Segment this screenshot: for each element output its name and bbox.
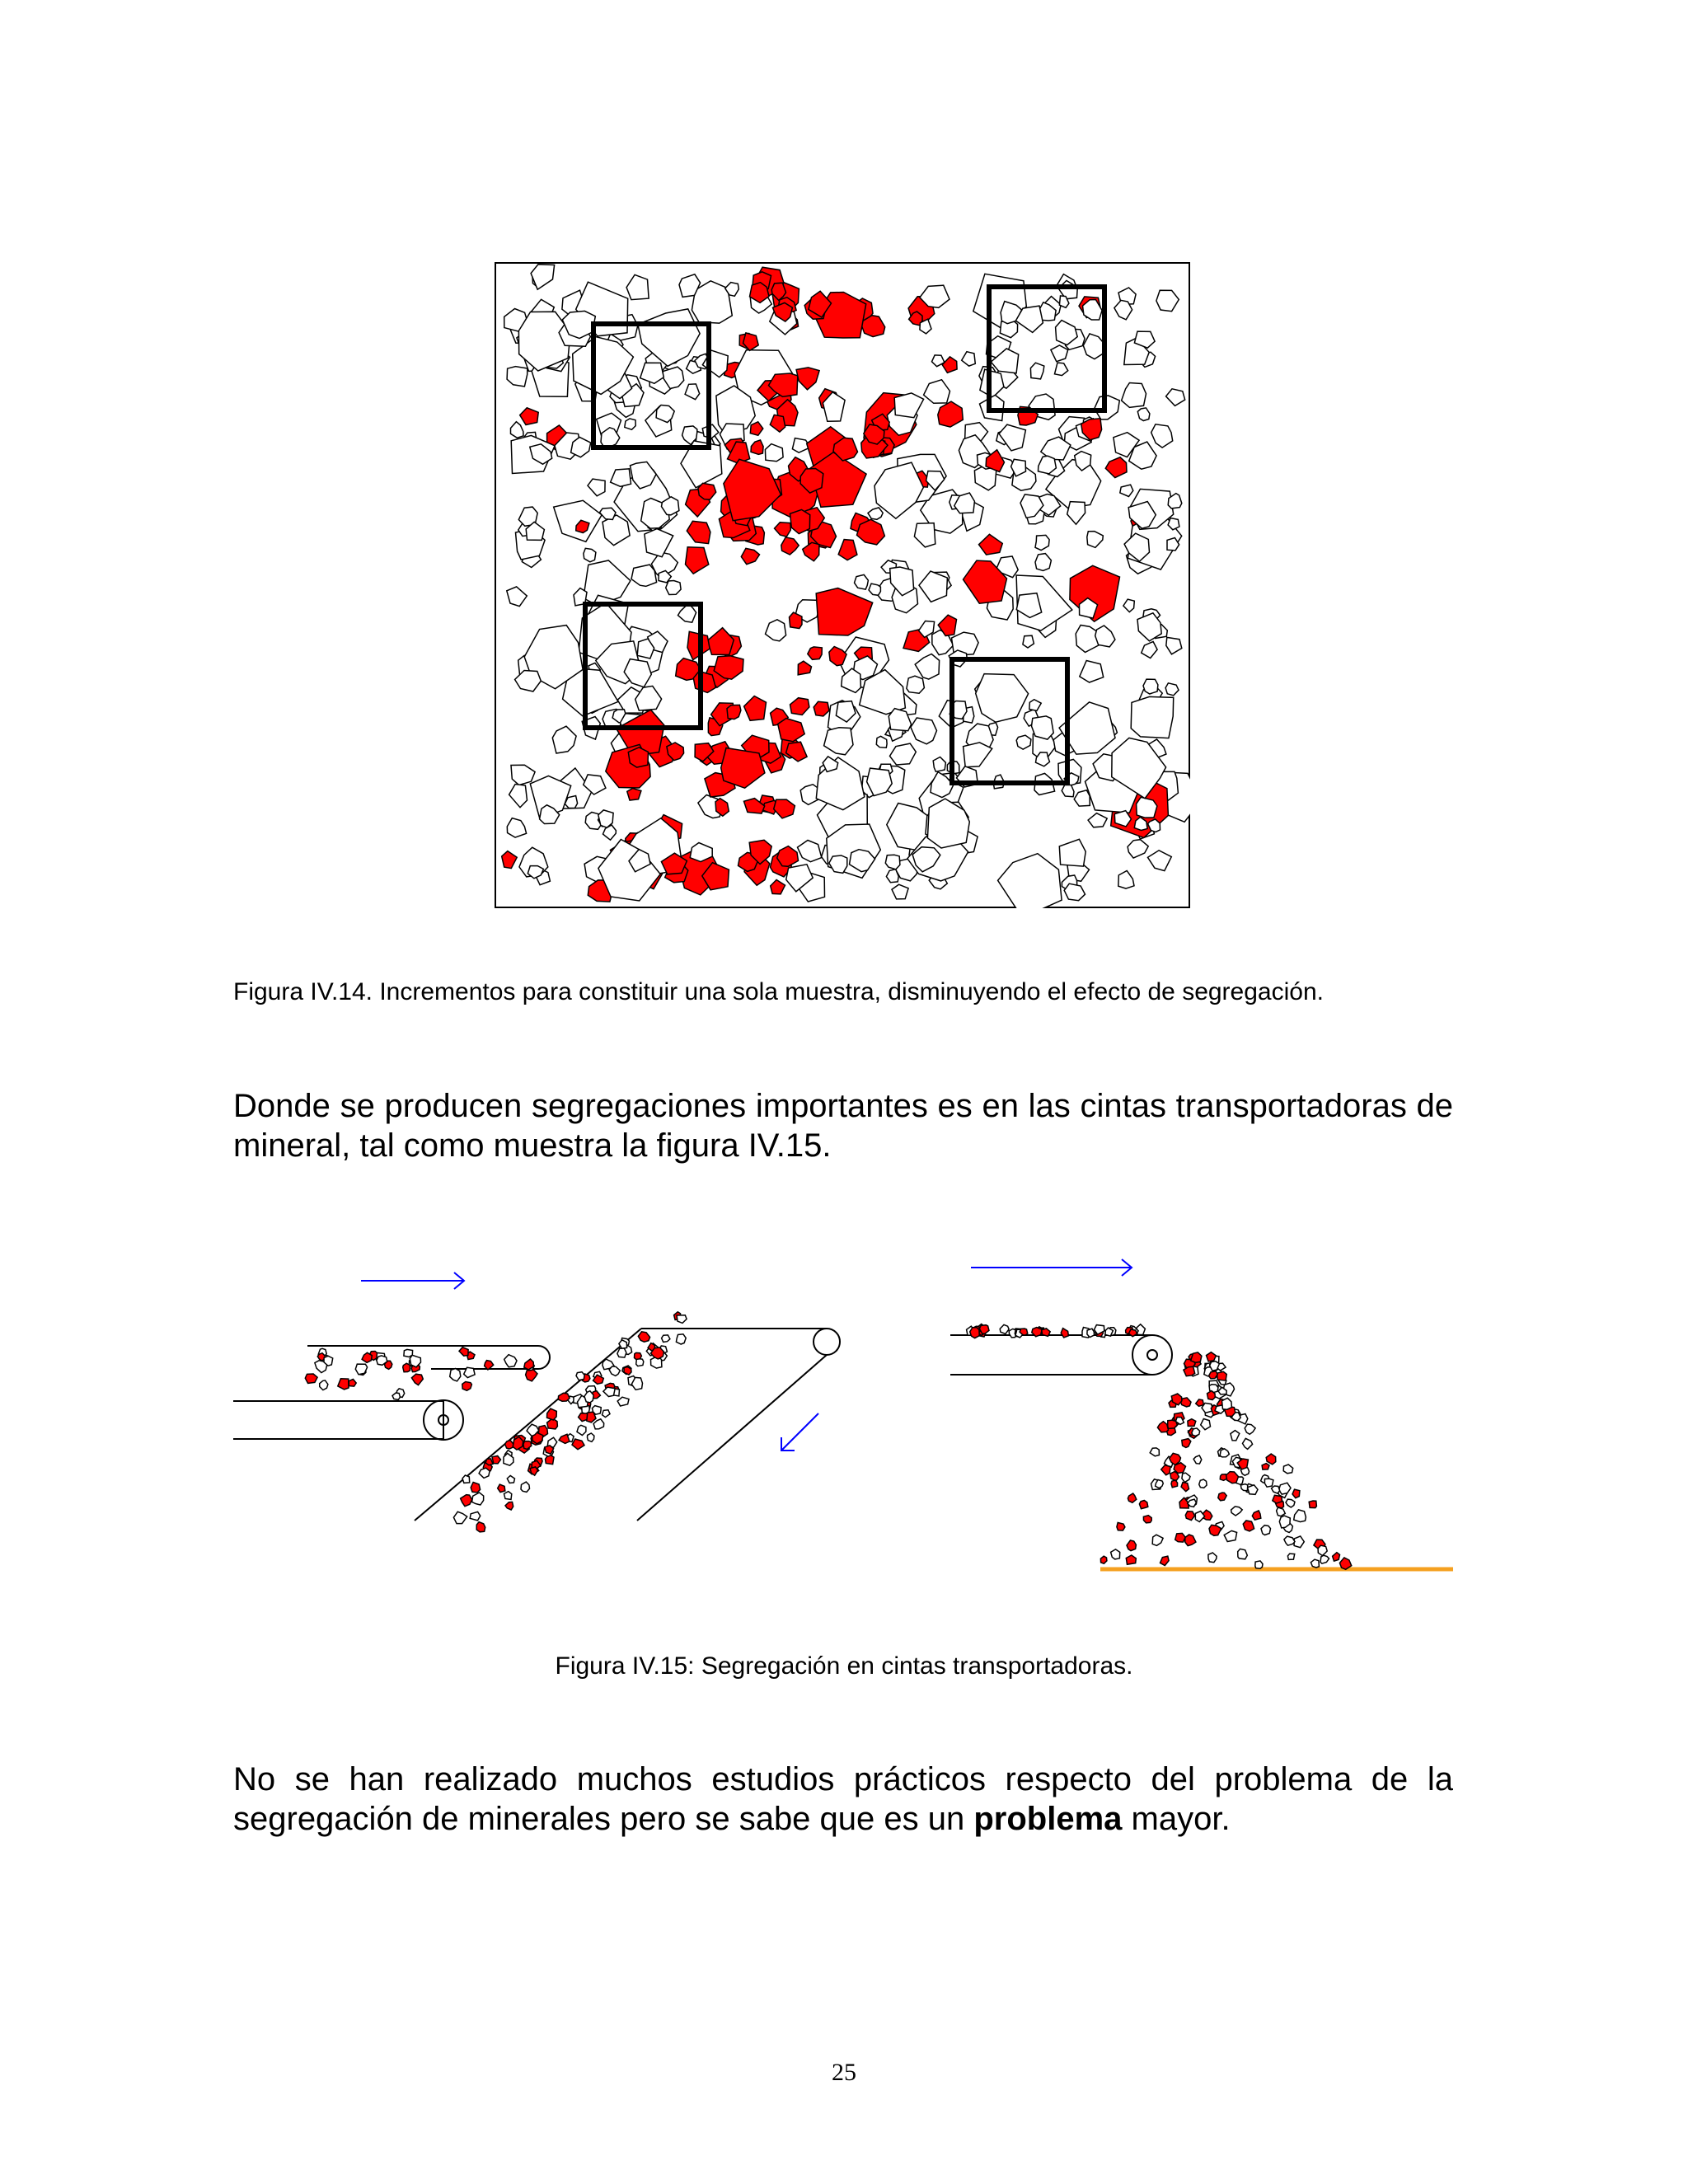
- white-particle: [1320, 1555, 1329, 1563]
- white-particle: [584, 548, 596, 562]
- white-particle: [1231, 1507, 1243, 1516]
- red-particle: [970, 1328, 980, 1338]
- white-particle: [507, 1476, 514, 1483]
- red-particle: [1188, 1419, 1196, 1427]
- white-particle: [320, 1380, 328, 1390]
- red-particle: [1157, 1422, 1168, 1432]
- red-particle: [1207, 1391, 1216, 1400]
- white-particle: [1231, 1431, 1240, 1441]
- figure-caption: Figura IV.15: Segregación en cintas transportadoras.: [555, 1652, 1133, 1680]
- red-particle: [1139, 1501, 1147, 1509]
- red-particle: [1191, 1352, 1202, 1362]
- white-particle: [1294, 1510, 1306, 1522]
- white-particle: [617, 1397, 629, 1406]
- page-number: 25: [832, 2059, 856, 2086]
- white-particle: [1131, 696, 1174, 738]
- white-particle: [677, 1315, 687, 1324]
- white-particle: [592, 1406, 601, 1415]
- white-particle: [479, 1468, 490, 1478]
- red-particle: [1127, 1540, 1136, 1551]
- white-particle: [577, 1425, 586, 1435]
- white-particle: [676, 1334, 686, 1344]
- white-particle: [1137, 1324, 1145, 1335]
- white-particle: [504, 1492, 512, 1500]
- white-particle: [1238, 1549, 1248, 1558]
- white-particle: [462, 1475, 470, 1483]
- white-particle: [1150, 1448, 1159, 1456]
- white-particle: [617, 1348, 626, 1357]
- red-particle: [1292, 1489, 1300, 1498]
- red-particle: [1171, 1480, 1178, 1488]
- red-particle: [505, 1502, 513, 1510]
- red-particle: [1100, 1556, 1107, 1563]
- red-particle: [471, 1483, 480, 1493]
- white-particle: [1255, 1561, 1263, 1568]
- right-pulley: [1132, 1335, 1172, 1375]
- red-particle: [505, 1441, 514, 1450]
- white-particle: [593, 1419, 604, 1429]
- red-particle: [492, 1456, 501, 1464]
- arrow-down-left-icon: [781, 1413, 818, 1451]
- white-particle: [392, 1393, 400, 1399]
- white-particle: [603, 1387, 615, 1396]
- white-particle: [404, 1349, 413, 1357]
- white-particle: [1000, 1324, 1009, 1333]
- segregation-figure: [495, 262, 1190, 908]
- white-particle: [504, 1355, 517, 1367]
- white-particle: [1287, 1554, 1294, 1559]
- white-particle: [1318, 1545, 1327, 1555]
- emphasized-word: problema: [973, 1801, 1123, 1837]
- red-particle: [1117, 1522, 1125, 1530]
- red-particle: [1185, 1535, 1196, 1546]
- white-particle: [1192, 1428, 1200, 1436]
- red-particle: [1262, 1464, 1269, 1470]
- white-particle: [521, 1482, 530, 1492]
- red-particle: [547, 1408, 557, 1420]
- red-particle: [462, 1382, 472, 1391]
- white-particle: [1286, 1499, 1295, 1507]
- red-particle: [349, 1379, 356, 1386]
- red-particle: [524, 1359, 534, 1370]
- white-particle: [450, 1369, 461, 1381]
- red-particle: [559, 1434, 570, 1443]
- white-particle: [1245, 1424, 1255, 1434]
- red-particle: [1252, 1511, 1261, 1520]
- red-particle: [1160, 1556, 1170, 1565]
- white-particle: [662, 1335, 670, 1343]
- white-particle: [1277, 1507, 1286, 1516]
- white-particle: [1279, 1483, 1291, 1494]
- left-conveyor-belt: [233, 1346, 550, 1440]
- arrow-right-icon: [361, 1272, 464, 1289]
- white-particle: [1208, 1553, 1217, 1563]
- red-particle: [1143, 1516, 1151, 1523]
- white-particle: [1143, 679, 1158, 694]
- red-particle: [572, 1439, 584, 1450]
- white-particle: [1182, 1473, 1190, 1482]
- red-particle: [1185, 1511, 1194, 1521]
- red-particle: [1273, 1495, 1282, 1503]
- red-particle: [1333, 1553, 1340, 1562]
- red-particle: [1218, 1493, 1226, 1501]
- red-particle: [411, 1374, 423, 1385]
- white-particle: [1261, 1526, 1271, 1535]
- white-particle: [1243, 1438, 1253, 1449]
- red-particle: [627, 789, 641, 801]
- red-particle: [727, 705, 741, 719]
- white-particle: [636, 1359, 644, 1366]
- red-particle: [1207, 1352, 1217, 1361]
- red-particle: [1266, 1454, 1276, 1465]
- white-particle: [1087, 1329, 1095, 1337]
- red-particle: [1175, 1533, 1186, 1542]
- white-particle: [1030, 363, 1043, 379]
- white-particle: [1201, 1419, 1211, 1430]
- red-particle: [1161, 1465, 1170, 1475]
- red-particle: [362, 1352, 372, 1362]
- white-particle: [1222, 1398, 1232, 1409]
- white-particle: [576, 1372, 584, 1380]
- red-particle: [1061, 1329, 1068, 1338]
- paragraph-text: No se han realizado muchos estudios prácticos respecto del problema de la segregación de minerales pero se sabe que es un: [233, 1761, 1453, 1837]
- white-particle: [1283, 1465, 1293, 1474]
- red-particle: [693, 671, 715, 692]
- red-particle: [485, 1459, 493, 1465]
- red-particle: [476, 1522, 485, 1532]
- red-particle: [1217, 1371, 1227, 1380]
- red-particle: [523, 1441, 532, 1450]
- red-particle: [403, 1363, 410, 1372]
- white-particle: [472, 1493, 484, 1505]
- white-particle: [1284, 1536, 1295, 1545]
- white-particle: [1193, 1455, 1202, 1464]
- white-particle: [1224, 1530, 1236, 1541]
- body-paragraph: Donde se producen segregaciones importantes es en las cintas transportadoras de mineral, tal como muestra la figura IV.15.: [233, 1088, 1453, 1164]
- white-particle: [625, 419, 635, 429]
- arrow-right-icon: [971, 1259, 1132, 1276]
- white-particle: [1248, 1485, 1259, 1495]
- red-particle: [1042, 1329, 1051, 1337]
- white-particle: [1294, 1536, 1304, 1548]
- red-particle: [628, 748, 648, 767]
- red-particle: [579, 1413, 588, 1422]
- red-particle: [461, 1495, 472, 1507]
- white-particle: [1220, 1449, 1229, 1457]
- figure-caption: Figura IV.14. Incrementos para constituir una sola muestra, disminuyendo el efecto de segregación.: [233, 978, 1324, 1005]
- white-particle: [588, 1433, 594, 1441]
- conveyor-particles-group: [305, 1312, 1351, 1570]
- red-particle: [1128, 1493, 1136, 1502]
- red-particle: [558, 1393, 570, 1401]
- red-particle: [305, 1374, 317, 1383]
- white-particle: [453, 1511, 467, 1523]
- red-particle: [459, 1347, 468, 1357]
- red-particle: [638, 1332, 649, 1342]
- right-conveyor-belt: [950, 1335, 1172, 1375]
- red-particle: [979, 1325, 989, 1334]
- body-paragraph: [233, 1760, 1453, 1839]
- white-particle: [1264, 1479, 1273, 1487]
- direction-arrows: [361, 1259, 1132, 1451]
- white-particle: [1311, 1559, 1319, 1568]
- conveyor-figure: [233, 1253, 1461, 1591]
- red-particle: [1196, 1399, 1204, 1406]
- white-particle: [1032, 716, 1054, 739]
- red-particle: [1181, 1483, 1189, 1492]
- white-particle: [1137, 408, 1150, 421]
- inclined-pulley: [814, 1329, 840, 1355]
- red-particle: [1126, 1555, 1136, 1564]
- red-particle: [1309, 1501, 1316, 1508]
- white-particle: [609, 1366, 620, 1376]
- white-particle: [666, 581, 681, 595]
- red-particle: [624, 1367, 631, 1376]
- white-particle: [603, 1410, 611, 1418]
- red-particle: [1168, 1420, 1178, 1428]
- white-particle: [1199, 1479, 1207, 1488]
- red-particle: [338, 1379, 349, 1390]
- white-particle: [1152, 1535, 1163, 1545]
- paragraph-text: mayor.: [1122, 1801, 1231, 1837]
- white-particle: [584, 1391, 593, 1403]
- red-particle: [1182, 1439, 1191, 1448]
- white-particle: [907, 676, 925, 693]
- white-particle: [1272, 1486, 1280, 1493]
- white-particle: [470, 1511, 481, 1521]
- red-particle: [1226, 1472, 1239, 1483]
- white-particle: [1111, 1549, 1120, 1559]
- white-particle: [1240, 1484, 1248, 1491]
- red-particle: [498, 1484, 505, 1493]
- red-particle: [1243, 1521, 1254, 1531]
